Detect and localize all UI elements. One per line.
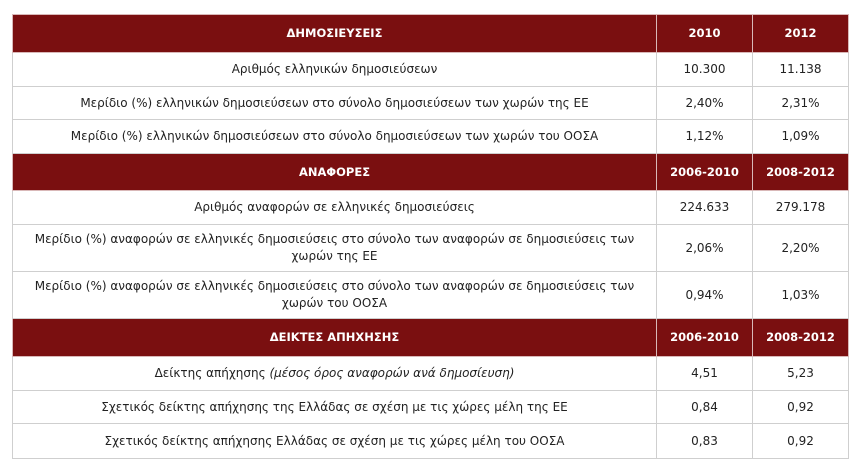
row-value-2: 2,20% [753,225,849,272]
table-row [13,120,849,154]
table-row [13,191,849,225]
row-value-1: 4,51 [657,357,753,391]
section-title: ΔΗΜΟΣΙΕΥΣΕΙΣ [13,15,657,53]
row-value-2: 279.178 [753,191,849,225]
row-value-1: 0,84 [657,391,753,424]
column-header-period-1: 2006-2010 [657,154,753,191]
row-label: Αριθμός ελληνικών δημοσιεύσεων [13,53,657,87]
row-label: Μερίδιο (%) αναφορών σε ελληνικές δημοσιεύσεις στο σύνολο των αναφορών σε δημοσιεύσεις των χωρών του ΟΟΣΑ [13,272,657,319]
section-title: ΑΝΑΦΟΡΕΣ [13,154,657,191]
table-row [13,87,849,120]
column-header-period-2: 2008-2012 [753,319,849,357]
section-header-impact [13,319,849,357]
column-header-period-1: 2006-2010 [657,319,753,357]
table-row [13,225,849,272]
row-label: Σχετικός δείκτης απήχησης της Ελλάδας σε σχέση με τις χώρες μέλη της ΕΕ [13,391,657,424]
row-value-2: 0,92 [753,424,849,459]
statistics-table [12,14,849,459]
table-row [13,391,849,424]
row-label: Μερίδιο (%) αναφορών σε ελληνικές δημοσιεύσεις στο σύνολο των αναφορών σε δημοσιεύσεις των χωρών της ΕΕ [13,225,657,272]
row-value-1: 2,40% [657,87,753,120]
section-header-publications [13,15,849,53]
row-value-1: 10.300 [657,53,753,87]
row-value-1: 1,12% [657,120,753,154]
column-header-period-2: 2008-2012 [753,154,849,191]
row-value-1: 2,06% [657,225,753,272]
row-value-2: 1,03% [753,272,849,319]
table-row [13,424,849,459]
row-label-note: (μέσος όρος αναφορών ανά δημοσίευση) [269,366,515,380]
row-value-1: 224.633 [657,191,753,225]
row-value-1: 0,83 [657,424,753,459]
table-row [13,357,849,391]
column-header-period-1: 2010 [657,15,753,53]
row-label: Μερίδιο (%) ελληνικών δημοσιεύσεων στο σύνολο δημοσιεύσεων των χωρών της ΕΕ [13,87,657,120]
table-row [13,272,849,319]
column-header-period-2: 2012 [753,15,849,53]
row-value-2: 11.138 [753,53,849,87]
table-row [13,53,849,87]
row-value-2: 0,92 [753,391,849,424]
row-value-1: 0,94% [657,272,753,319]
row-value-2: 1,09% [753,120,849,154]
section-header-citations [13,154,849,191]
row-value-2: 2,31% [753,87,849,120]
row-label: Μερίδιο (%) ελληνικών δημοσιεύσεων στο σύνολο δημοσιεύσεων των χωρών του ΟΟΣΑ [13,120,657,154]
row-label [13,357,657,391]
row-label-main: Δείκτης απήχησης [154,366,266,380]
row-label: Σχετικός δείκτης απήχησης Ελλάδας σε σχέση με τις χώρες μέλη του ΟΟΣΑ [13,424,657,459]
section-title: ΔΕΙΚΤΕΣ ΑΠΗΧΗΣΗΣ [13,319,657,357]
row-label: Αριθμός αναφορών σε ελληνικές δημοσιεύσεις [13,191,657,225]
row-value-2: 5,23 [753,357,849,391]
